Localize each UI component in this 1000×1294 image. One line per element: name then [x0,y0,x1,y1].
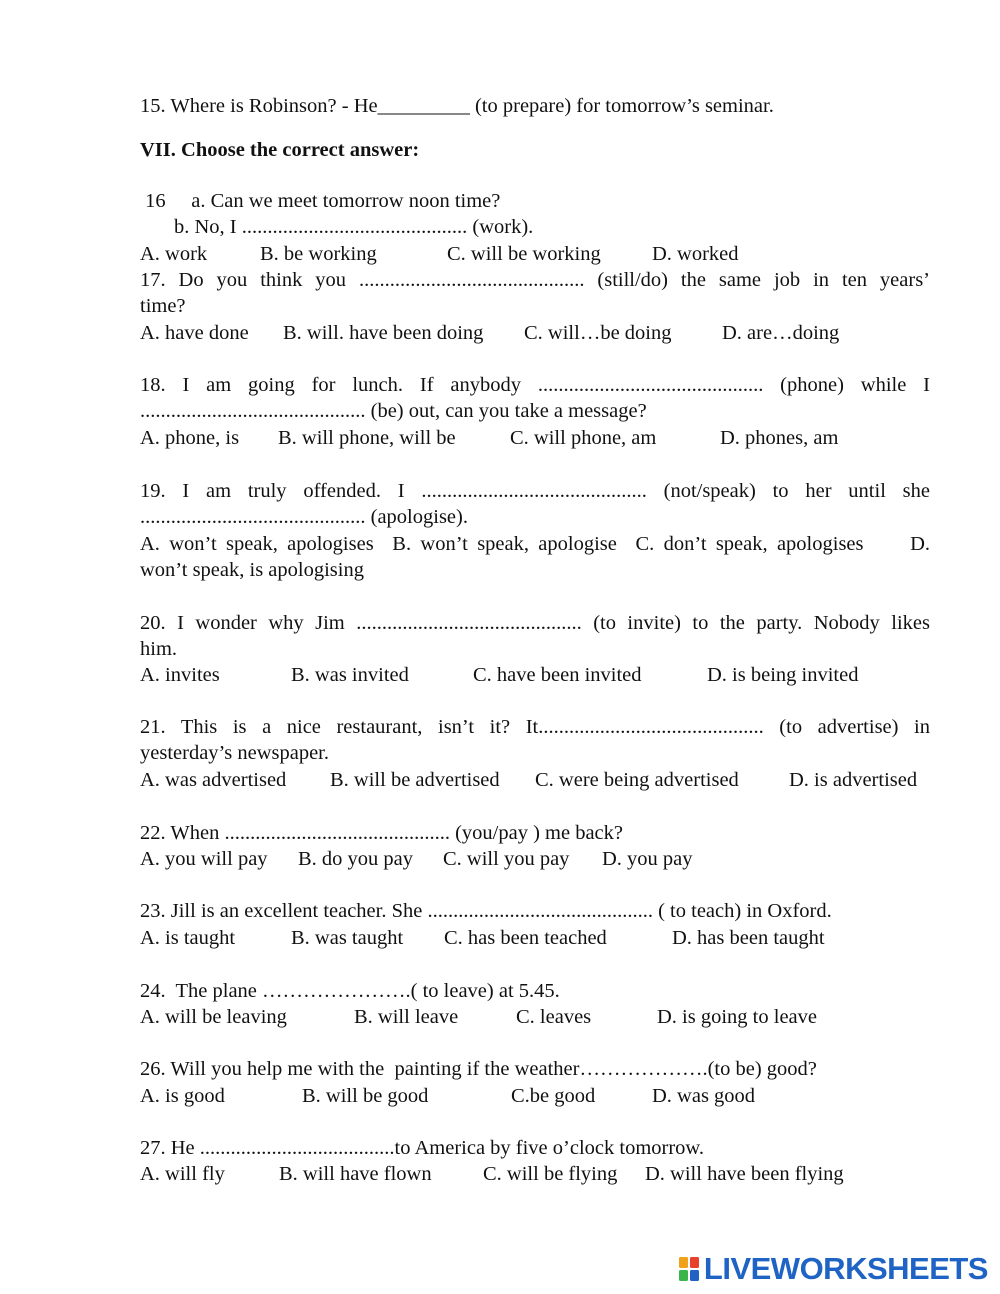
question-20-line-1: 20. I wonder why Jim ............................................ (to invite) to the party. Nobody likes [140,612,930,634]
option-d[interactable]: D. is advertised [789,769,918,791]
option-d[interactable]: D. is being invited [707,664,859,686]
question-24-options [140,1004,940,1030]
option-d[interactable]: D. phones, am [720,427,839,449]
option-c[interactable]: C. will…be doing [524,322,672,344]
question-16-line-2: b. No, I ............................................ (work). [174,216,534,238]
option-b[interactable]: B. do you pay [298,848,414,870]
option-b[interactable]: B. be working [260,243,377,265]
question-22-options [140,846,940,872]
option-d[interactable]: D. you pay [602,848,693,870]
option-d[interactable]: D. has been taught [672,927,825,949]
question-23-options [140,925,940,951]
question-21-options [140,767,940,793]
option-c[interactable]: C.be good [511,1085,596,1107]
question-19-options-line-2[interactable]: won’t speak, is apologising [140,559,364,581]
question-27-options [140,1161,940,1187]
option-a[interactable]: A. have done [140,322,249,344]
question-18-options [140,425,940,451]
option-a[interactable]: A. will fly [140,1163,225,1185]
option-b[interactable]: B. will leave [354,1006,459,1028]
question-22-line-1: 22. When ............................................ (you/pay ) me back? [140,822,623,844]
question-26-line-1: 26. Will you help me with the painting if the weather……………….(to be) good? [140,1058,817,1080]
option-c[interactable]: C. will phone, am [510,427,657,449]
question-17-line-1: 17. Do you think you ............................................ (still/do) the same job in ten years’ [140,269,930,291]
option-c[interactable]: C. has been teached [444,927,607,949]
option-b[interactable]: B. will. have been doing [283,322,484,344]
question-16-line-1: 16 a. Can we meet tomorrow noon time? [140,190,501,212]
option-c[interactable]: C. leaves [516,1006,592,1028]
option-a[interactable]: A. is good [140,1085,225,1107]
option-c[interactable]: C. have been invited [473,664,642,686]
option-b[interactable]: B. was invited [291,664,409,686]
question-24-line-1: 24. The plane ………………….( to leave) at 5.45. [140,980,560,1002]
question-27-line-1: 27. He ......................................to America by five o’clock tomorrow. [140,1137,705,1159]
option-b[interactable]: B. will phone, will be [278,427,456,449]
option-b[interactable]: B. was taught [291,927,404,949]
liveworksheets-icon [678,1256,700,1282]
option-a[interactable]: A. work [140,243,208,265]
question-21-line-2: yesterday’s newspaper. [140,742,329,764]
question-19-line-1: 19. I am truly offended. I ............................................ (not/speak) to her until she [140,480,930,502]
section-heading: VII. Choose the correct answer: [140,139,420,161]
question-16-options [140,241,940,267]
option-a[interactable]: A. will be leaving [140,1006,287,1028]
option-d[interactable]: D. worked [652,243,739,265]
question-15: 15. Where is Robinson? - He_________ (to prepare) for tomorrow’s seminar. [140,95,774,117]
option-a[interactable]: A. phone, is [140,427,240,449]
option-c[interactable]: C. will you pay [443,848,570,870]
option-a[interactable]: A. was advertised [140,769,287,791]
question-19-line-2: ............................................ (apologise). [140,506,468,528]
question-21-line-1: 21. This is a nice restaurant, isn’t it? It............................................ (to advertise) in [140,716,930,738]
question-18-line-2: ............................................ (be) out, can you take a message? [140,400,647,422]
question-20-options [140,662,940,688]
option-d[interactable]: D. was good [652,1085,756,1107]
option-b[interactable]: B. will be advertised [330,769,500,791]
question-18-line-1: 18. I am going for lunch. If anybody ............................................ (phone) while I [140,374,930,396]
option-c[interactable]: C. will be flying [483,1163,618,1185]
question-19-options-line-1[interactable]: A. won’t speak, apologises B. won’t speak, apologise C. don’t speak, apologises D. [140,533,930,555]
option-a[interactable]: A. you will pay [140,848,268,870]
option-b[interactable]: B. will have flown [279,1163,432,1185]
option-d[interactable]: D. will have been flying [645,1163,844,1185]
question-20-line-2: him. [140,638,178,660]
question-17-line-2: time? [140,295,186,317]
option-d[interactable]: D. is going to leave [657,1006,817,1028]
option-c[interactable]: C. will be working [447,243,601,265]
option-a[interactable]: A. is taught [140,927,236,949]
liveworksheets-logo[interactable] [678,1252,988,1286]
question-26-options [140,1083,940,1109]
question-17-options [140,320,940,346]
brand-text: LIVEWORKSHEETS [703,1251,988,1286]
option-d[interactable]: D. are…doing [722,322,840,344]
option-a[interactable]: A. invites [140,664,220,686]
option-b[interactable]: B. will be good [302,1085,429,1107]
option-c[interactable]: C. were being advertised [535,769,739,791]
question-23-line-1: 23. Jill is an excellent teacher. She ............................................ ( to teach) in Oxford. [140,900,832,922]
